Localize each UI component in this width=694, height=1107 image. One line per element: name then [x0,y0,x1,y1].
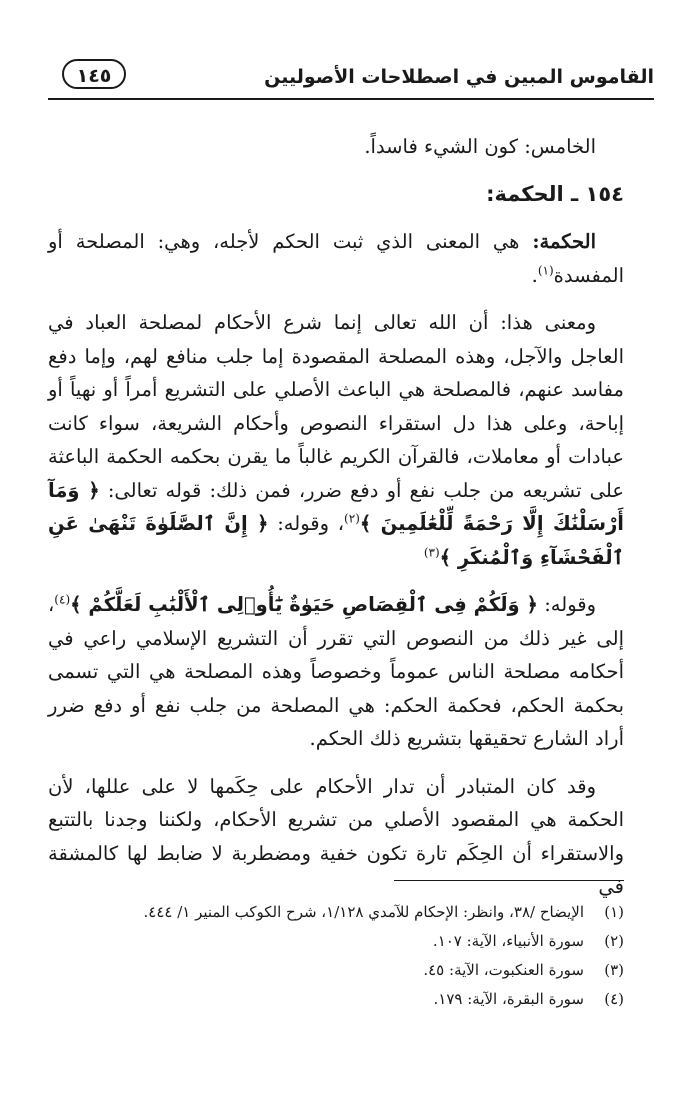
footnote-ref-4[interactable]: (٤) [54,592,71,607]
p5-text: وقد كان المتبادر أن تدار الأحكام على حِكَمها لا على عللها، لأن الحكمة هي المقصود الأصلي من تشريع الأحكام، ولكننا وجدنا بالتتبع والاستقراء أن الحِكَم تارة تكون خفية ومضطربة لا ضابط لها كالمشقة في [48,774,624,898]
footnotes-list [48,898,624,1014]
term-hikma: الحكمة: [532,230,596,253]
page-number: ١٤٥ [62,59,126,89]
footnote-text: سورة البقرة، الآية: ١٧٩. [433,990,584,1008]
p2-end: . [531,263,538,287]
footnote-text: الإيضاح /٣٨، وانظر: الإحكام للآمدي ١/١٢٨، شرح الكوكب المنير ١/ ٤٤٤. [143,903,584,921]
paragraph-meaning [48,306,624,574]
paragraph-definition [48,225,624,292]
footnote-item [48,898,624,927]
book-title: القاموس المبين في اصطلاحات الأصوليين [264,66,654,88]
footnote-ref-3[interactable]: (٣) [423,545,440,559]
p1-text: الخامس: كون الشيء فاسداً. [364,135,596,158]
footnote-number: (١) [604,903,624,921]
p3-mid: ، وقوله: [268,512,345,535]
footnote-ref-2[interactable]: (٢) [344,511,360,526]
footnote-number: (٢) [604,932,624,950]
quran-verse-2: ﴿ إِنَّ ٱلصَّلَوٰةَ تَنْهَىٰ عَنِ ٱلْفَحْشَآءِ وَٱلْمُنكَرِ ﴾ [48,512,624,569]
p2-text: هي المعنى الذي ثبت الحكم لأجله، وهي: المصلحة أو المفسدة [48,230,624,287]
p3-text: ومعنى هذا: أن الله تعالى إنما شرع الأحكام لمصلحة العباد في العاجل والآجل، وهذه المصلحة المقصودة إما جلب منافع لهم، وإما دفع مفاسد عنهم، فالمصلحة هي الباعث الأصلي على التشريع أمراً أو نهياً أو إباحة، وعلى هذا دل استقراء النصوص وأحكام الشريعة، سواء كانت عبادات أو معاملات، فالقرآن الكريم غالباً ما يقرن بحكمه الحكمة الباعثة على تشريعه من جلب نفع أو دفع ضرر، فمن ذلك: قوله تعالى: [48,311,624,502]
footnote-ref-1[interactable]: (١) [537,263,554,277]
paragraph-fifth [48,130,624,164]
entry-heading: ١٥٤ ـ الحكمة: [486,181,624,206]
paragraph-illa [48,770,624,904]
footnote-number: (٤) [604,990,624,1008]
footnote-item [48,956,624,985]
p4-text: ، إلى غير ذلك من النصوص التي تقرر أن التشريع الإسلامي راعي في أحكامه مصلحة الناس عموماً وخصوصاً وهذه المصلحة هي التي تسمى بحكمة الحكم، فحكمة الحكم: هي المصلحة من جلب نفع أو دفع ضرر أراد الشارع تحقيقها بتشريع ذلك الحكم. [48,593,624,750]
running-header [48,56,654,96]
header-rule [48,98,654,100]
main-text [48,130,624,918]
quran-verse-1: ﴿ وَمَآ أَرْسَلْنَٰكَ إِلَّا رَحْمَةً لِّلْعَٰلَمِينَ ﴾ [48,478,624,535]
p4-start: وقوله: [537,593,597,616]
footnote-rule [394,880,624,881]
footnote-item [48,927,624,956]
quran-verse-3: ﴿ وَلَكُمْ فِى ٱلْقِصَاصِ حَيَوٰةٌ يَٰٓأُو۟لِى ٱلْأَلْبَٰبِ لَعَلَّكُمْ ﴾ [70,593,538,616]
footnote-number: (٣) [604,961,624,979]
paragraph-qisas [48,588,624,756]
footnote-text: سورة العنكبوت، الآية: ٤٥. [423,961,584,979]
footnote-item [48,985,624,1014]
footnote-text: سورة الأنبياء، الآية: ١٠٧. [432,932,584,950]
